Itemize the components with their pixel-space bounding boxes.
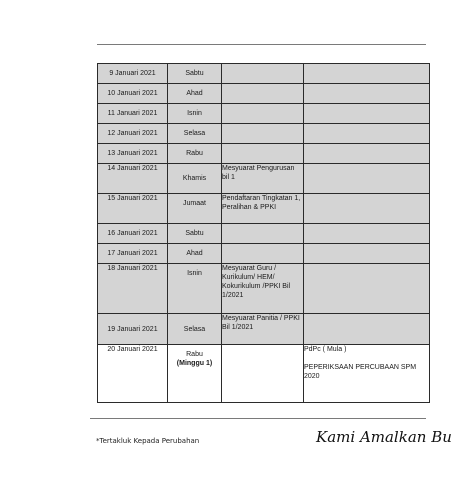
date-cell: 18 Januari 2021 [98,264,168,314]
calendar-table [97,63,430,403]
note-cell [304,84,430,104]
day-cell: Isnin [168,104,222,124]
activity-cell: Mesyuarat Pengurusan bil 1 [222,164,304,194]
table-row [98,314,430,345]
note-cell [304,224,430,244]
table-row [98,84,430,104]
day-cell: Ahad [168,244,222,264]
table-row [98,194,430,224]
day-cell: Selasa [168,314,222,345]
top-divider [97,44,426,45]
activity-cell: Mesyuarat Panitia / PPKI Bil 1/2021 [222,314,304,345]
day-cell [168,345,222,403]
date-cell: 9 Januari 2021 [98,64,168,84]
footer-note: *Tertakluk Kepada Perubahan [96,437,200,445]
activity-cell [222,64,304,84]
note-cell [304,345,430,403]
table-row [98,244,430,264]
week-label: (Minggu 1) [176,360,213,367]
day-cell: Khamis [168,164,222,194]
activity-cell [222,84,304,104]
note-cell [304,124,430,144]
activity-cell [222,244,304,264]
activity-cell [222,345,304,403]
date-cell: 12 Januari 2021 [98,124,168,144]
date-cell: 11 Januari 2021 [98,104,168,124]
activity-cell [222,104,304,124]
note-cell [304,64,430,84]
date-cell: 17 Januari 2021 [98,244,168,264]
day-cell: Sabtu [168,224,222,244]
date-cell: 19 Januari 2021 [98,314,168,345]
signature-script: Kami Amalkan Bu [316,428,452,446]
table-row [98,64,430,84]
table-row [98,164,430,194]
table-row [98,224,430,244]
note-cell [304,244,430,264]
day-cell: Selasa [168,124,222,144]
activity-cell [222,124,304,144]
note-cell [304,194,430,224]
table-row-week-1 [98,345,430,403]
date-cell: 10 Januari 2021 [98,84,168,104]
activity-cell: Pendaftaran Tingkatan 1, Peralihan & PPKI [222,194,304,224]
note-cell [304,164,430,194]
note-cell [304,144,430,164]
note-cell [304,314,430,345]
activity-cell [222,144,304,164]
table-row [98,264,430,314]
day-cell: Rabu [168,144,222,164]
day-cell: Sabtu [168,64,222,84]
note-cell [304,104,430,124]
date-cell: 15 Januari 2021 [98,194,168,224]
table-row [98,104,430,124]
day-cell: Isnin [168,264,222,314]
table-row [98,144,430,164]
day-cell: Jumaat [168,194,222,224]
bottom-divider [90,418,426,419]
note-cell [304,264,430,314]
date-cell: 13 Januari 2021 [98,144,168,164]
date-cell: 16 Januari 2021 [98,224,168,244]
day-cell: Ahad [168,84,222,104]
date-cell: 14 Januari 2021 [98,164,168,194]
table-row [98,124,430,144]
date-cell: 20 Januari 2021 [98,345,168,403]
note-line-1: PdPc ( Mula ) [304,346,347,353]
note-line-2: PEPERIKSAAN PERCUBAAN SPM 2020 [304,364,417,380]
activity-cell [222,224,304,244]
day-label: Rabu [186,351,203,358]
activity-cell: Mesyuarat Guru / Kurikulum/ HEM/ Kokurikulum /PPKI Bil 1/2021 [222,264,304,314]
